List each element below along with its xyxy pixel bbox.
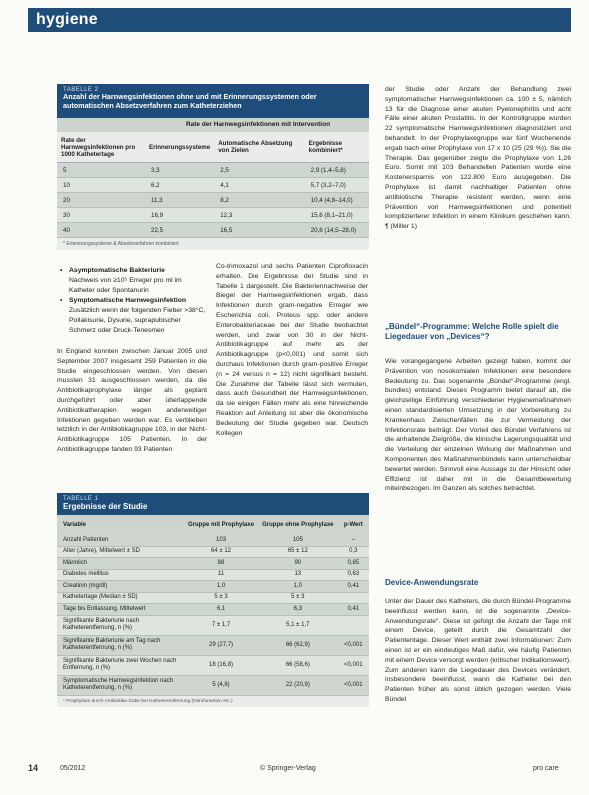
table-1 xyxy=(57,493,369,707)
table-cell: 29 (27,7) xyxy=(184,635,258,655)
table-cell: 30 xyxy=(57,208,145,223)
table-row xyxy=(57,535,369,546)
table-cell: 11,3 xyxy=(145,193,214,208)
table-2-header xyxy=(57,84,369,118)
table-2 xyxy=(57,84,369,250)
table-cell: 15,6 (8,1–21,0) xyxy=(305,208,369,223)
table-cell: 11 xyxy=(184,569,258,581)
bullet-text: Zusätzlich wenn der folgenden Fieber >38°C, Pollakisurie, Dysurie, suprapubischer Schmerz oder Druck-Tenesmen xyxy=(69,307,206,334)
table-cell: 5,1 ± 1,7 xyxy=(258,615,338,635)
section-header-band xyxy=(28,8,571,32)
table-cell: 88 xyxy=(184,558,258,570)
table-cell: 1,0 xyxy=(184,581,258,593)
table-cell: 6,3 xyxy=(258,604,338,616)
bullet-icon: • xyxy=(60,297,63,305)
table-cell: – xyxy=(338,535,369,546)
table-cell: Creatinin (mg/dl) xyxy=(57,581,184,593)
table-2-col-header: Erinnerungssysteme xyxy=(145,132,214,163)
table-2-super-header: Rate der Harnwegsinfektionen mit Intervention xyxy=(57,118,369,132)
table-cell: 7 ± 1,7 xyxy=(184,615,258,635)
table-cell: 16,5 xyxy=(214,223,304,238)
list-item xyxy=(60,266,208,295)
table-cell: 3,3 xyxy=(145,163,214,178)
table-1-col-header: Variable xyxy=(57,515,184,535)
table-cell: 6,2 xyxy=(145,178,214,193)
table-cell: <0,001 xyxy=(338,655,369,675)
table-row xyxy=(57,208,369,223)
table-1-header xyxy=(57,493,369,515)
table-row xyxy=(57,675,369,695)
table-row xyxy=(57,193,369,208)
body-text-left: In England konnten zwischen Januar 2005 und September 2007 insgesamt 259 Patienten in die Studie eingeschlossen werden. Von diesen mussten 31 ausgeschlossen werden, da die Antibiotikaprophylaxe länger als geplant durchgeführt oder aber überlappende Antibiotikatherapien wegen anderweitiger Infektionen gegeben werden war. Es verblieben letztlich in der Antibiotikagruppe 103, in der Nicht-Antibiotikagruppe 105 Patienten. In der Antibiotikagruppe fanden 93 Patienten xyxy=(57,348,207,453)
table-2-col-header: Automatische Absetzung von Zielen xyxy=(214,132,304,163)
table-cell: 20 xyxy=(57,193,145,208)
table-row xyxy=(57,655,369,675)
table-1-title: Ergebnisse der Studie xyxy=(63,502,148,511)
section-title: hygiene xyxy=(36,11,98,28)
issue-label: 05/2012 xyxy=(60,765,86,772)
table-2-title: Anzahl der Harnwegsinfektionen ohne und mit Erinnerungssystemen oder automatischen Absetzverfahren zum Katheterziehen xyxy=(63,92,317,110)
table-cell: 22 (20,9) xyxy=(258,675,338,695)
table-row xyxy=(57,592,369,604)
body-text-right-mid: Wie vorangegangene Arbeiten gezeigt haben, kommt der Prävention von nosokomialen Infektionen eine besondere Bedeutung zu. Das sogenannte „Bündel“-Programme (engl. bundles) entstand. Dieses Programm bietet darauf ab, die gleichzeitige Einführung verschiedener Hygienemaßnahmen einen standardisierten Umsetzung in der Vorbereitung zu Krankenhaus Zwischenfällen die zur Vermeidung der Infektionsrate beiträgt. Der Vorteil des Bündel Verfahrens ist die anhaltende Zielgröße, die klinische Lagerungsqualität und die Verteilung der einzelnen Wirkung der Maßnahmen und Komponenten des Maßnahmenbündels kann unterscheidbar bewertet werden. Sinnvoll eine Aussage zu der Hinsicht oder Effizienz ist daher mit in die Gesamtbewertung miteinbezogen. Im Ganzen als solches betrachtet. xyxy=(385,358,571,493)
table-cell: 10,4 (4,8–14,0) xyxy=(305,193,369,208)
table-1-col-header: Gruppe mit Prophylaxe xyxy=(184,515,258,535)
table-2-col-header: Ergebnisse kombiniert* xyxy=(305,132,369,163)
table-cell: 12,3 xyxy=(214,208,304,223)
body-text-right-bottom: Unter der Dauer des Katheters, die durch Bündel-Programme beeinflusst werden kann, ist die sogenannte „Device-Anwendungsrate“. Diese ist gefolgt die Anzahl der Tage mit einem Device, geteilt durch die Gesamtzahl der Patiententage. Dieser Wert enthält zwei Informationen: Zum einen ist er ein eindeutiges Maß dafür, wie häufig Patienten mit einem Device versorgt werden (kritischer Indikationswert). Zum anderen kann die Liegedauer des Devices verändert, insbesondere beeinflusst, wann die Katheter bei den Patienten früher als sonst üblich gezogen werden. Viele Bündel xyxy=(385,598,571,703)
publisher-label: © Springer-Verlag xyxy=(260,765,316,772)
table-cell: Signifikante Bakteriurie nach Katheterentfernung, n (%) xyxy=(57,615,184,635)
table-cell: 13 xyxy=(258,569,338,581)
table-cell: 18 (16,8) xyxy=(184,655,258,675)
table-row xyxy=(57,558,369,570)
table-cell: 40 xyxy=(57,223,145,238)
table-row xyxy=(57,635,369,655)
table-row xyxy=(57,581,369,593)
table-cell: 65 ± 12 xyxy=(258,546,338,558)
table-cell: Signifikante Bakteriurie zwei Wochen nach Entfernung, n (%) xyxy=(57,655,184,675)
table-cell: 105 xyxy=(258,535,338,546)
section-heading-buendel: „Bündel“-Programme: Welche Rolle spielt die Liegedauer von „Devices“? xyxy=(385,322,559,341)
journal-label: pro care xyxy=(533,765,559,772)
table-cell: 0,63 xyxy=(338,569,369,581)
table-cell: <0,001 xyxy=(338,635,369,655)
table-cell: Tage bis Entlassung, Mittelwert xyxy=(57,604,184,616)
body-text-middle: Co-trimoxazol und sechs Patienten Ciprofloxacin erhalten. Die Ergebnisse der Studie sind in Tabelle 1 dargestellt. Die Bakteriennachweise der Biegel der Harnwegsinfektionen ergab, dass Infektionen durch gram-negative Erreger wie Escherichia coli, Proteus spp. oder andere Enterobakteriaceae bei der Studie beobachtet werden, und zwar von 30 in der Nicht-Antibiotikagruppe auf mehr als der Antibiotikagruppe (p<0,001) und somit sich durchaus Infektionen durch gram-positive Erreger (n = 24 versus n = 12) nicht signifikant besteht. Die Zunahme der Tabelle lässt sich vermuten, dass auch Gesundheit der Harnwegsinfektionen, da sie einigen Fällen mehr als eine hinreichende Reaktion auf Anleitung ist aber die ökonomische Bedeutung der Studie gegeben war. Deutsch Kollegen xyxy=(216,263,368,437)
bullet-term: Symptomatische Harnwegsinfektion xyxy=(69,297,187,305)
table-row xyxy=(57,223,369,238)
table-cell: Männlich xyxy=(57,558,184,570)
section-heading-devices: Device-Anwendungsrate xyxy=(385,578,479,587)
table-cell: <0,001 xyxy=(338,675,369,695)
table-2-footnote: * Erinnerungssysteme & Absetzverfahren kombiniert xyxy=(57,238,369,250)
bullet-text: Nachweis von ≥10⁵ Erreger pro ml im Katheter oder Spontanurin xyxy=(69,276,182,294)
table-cell: 22,5 xyxy=(145,223,214,238)
table-cell: Signifikante Bakteriurie am Tag nach Katheterentfernung, n (%) xyxy=(57,635,184,655)
table-row xyxy=(57,569,369,581)
bullet-term: Asymptomatische Bakteriurie xyxy=(69,267,165,274)
table-cell: 20,8 (14,5–28,0) xyxy=(305,223,369,238)
table-cell: 1,0 xyxy=(258,581,338,593)
table-cell xyxy=(338,615,369,635)
table-cell: Diabetes mellitus xyxy=(57,569,184,581)
list-item xyxy=(60,296,208,335)
bullet-icon: • xyxy=(60,267,63,274)
table-cell: 0,41 xyxy=(338,581,369,593)
table-cell: 10 xyxy=(57,178,145,193)
table-2-grid xyxy=(57,132,369,238)
table-cell: 103 xyxy=(184,535,258,546)
table-2-col-header: Rate der Harnwegsinfektionen pro 1000 Kathetertage xyxy=(57,132,145,163)
table-cell: 5,7 (3,2–7,0) xyxy=(305,178,369,193)
table-cell: Symptomatische Harnwegsinfektion nach Katheterentfernung, n (%) xyxy=(57,675,184,695)
table-row xyxy=(57,163,369,178)
table-cell: 90 xyxy=(258,558,338,570)
table-row xyxy=(57,615,369,635)
table-row xyxy=(57,546,369,558)
table-cell xyxy=(338,592,369,604)
body-text-right-top: der Studie oder Anzahl der Behandlung zwei symptomatischer Harnwegsinfektionen ca. 100 ± 5, nämlich 13 für die Diagnose einer akuten Pyelonephritis und acht Fälle einer akuten Prostatitis. In der Kontrollgruppe wurden 22 symptomatische Harnwegsinfektionen diagnostiziert und behandelt. In der Prophylaxegruppe war fünf Wochenende ergab nach einer Prophylaxe von 17 x 10 (25 (29 %)). Sie die Therapie. Das gegenüber zeigte die Prophylaxe von 1,26 Euro. Somit mit 103 Behandelten Patienten wurde eine Kostenersparnis von 122.800 Euro ausgegeben. Die Prophylaxe ist damit nachhaltiger Patienten ohne antibiotische Therapie resistent werden, wenn eine Prävention von Harnwegsinfektionen und potentiell komplizierterer Infektion in einem Klinikum geschehen kann. ¶ (Miller 1) xyxy=(385,86,571,231)
table-cell: 66 (62,9) xyxy=(258,635,338,655)
table-cell: 16,9 xyxy=(145,208,214,223)
table-cell: 4,1 xyxy=(214,178,304,193)
table-cell: 6,1 xyxy=(184,604,258,616)
table-cell: Anzahl Patienten xyxy=(57,535,184,546)
table-cell: 64 ± 12 xyxy=(184,546,258,558)
table-cell: 2,5 xyxy=(214,163,304,178)
table-cell: 5 ± 3 xyxy=(258,592,338,604)
definition-list xyxy=(60,266,208,337)
table-row xyxy=(57,604,369,616)
page-number: 14 xyxy=(28,763,39,773)
table-cell: 2,9 (1,4–5,8) xyxy=(305,163,369,178)
table-1-grid xyxy=(57,515,369,696)
table-1-col-header: p-Wert xyxy=(338,515,369,535)
table-cell: 5 (4,8) xyxy=(184,675,258,695)
table-cell: 0,41 xyxy=(338,604,369,616)
table-row xyxy=(57,178,369,193)
table-cell: 0,3 xyxy=(338,546,369,558)
table-cell: 66 (58,6) xyxy=(258,655,338,675)
table-2-label: TABELLE 2 xyxy=(63,87,99,93)
table-cell: 0,85 xyxy=(338,558,369,570)
table-cell: Alter (Jahre), Mittelwert ± SD xyxy=(57,546,184,558)
table-cell: 5 ± 3 xyxy=(184,592,258,604)
table-cell: Kathetertage (Median ± SD) xyxy=(57,592,184,604)
table-1-footnote: * Prophylaxe durch Antibiotika-Gabe bei Katheterentfernung (Nitrofurantoin etc.) xyxy=(57,696,369,707)
table-cell: 8,2 xyxy=(214,193,304,208)
table-1-label: TABELLE 1 xyxy=(63,496,99,502)
table-cell: 5 xyxy=(57,163,145,178)
table-1-col-header: Gruppe ohne Prophylaxe xyxy=(258,515,338,535)
